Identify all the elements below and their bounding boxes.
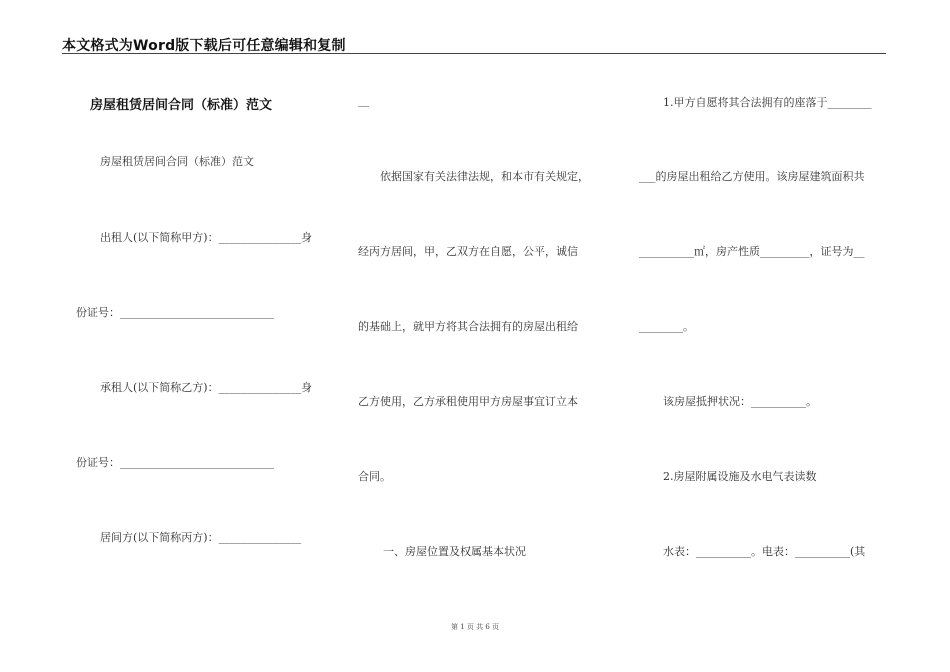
continuation-blank: __: [358, 94, 369, 107]
meter-readings-line: 水表：__________。电表：__________(其: [663, 545, 866, 558]
contract-heading: 房屋租赁居间合同（标准）范文: [100, 155, 254, 168]
page-footer: 第 1 页 共 6 页: [450, 623, 500, 631]
lessee-line: 承租人(以下简称乙方)：_______________身: [100, 381, 313, 394]
clause-1-line-3: __________㎡，房产性质_________，证号为__: [639, 245, 865, 258]
preamble-line-3: 的基础上，就甲方将其合法拥有的房屋出租给: [358, 320, 578, 333]
mortgage-status-line: 该房屋抵押状况：__________。: [663, 395, 817, 408]
preamble-line-2: 经丙方居间，甲，乙双方在自愿，公平，诚信: [358, 245, 578, 258]
lessor-id-line: 份证号：____________________________: [76, 306, 274, 319]
preamble-line-5: 合同。: [358, 470, 391, 483]
preamble-line-4: 乙方使用，乙方承租使用甲方房屋事宜订立本: [358, 395, 578, 408]
header-rule: [62, 53, 886, 54]
lessor-line: 出租人(以下简称甲方)：_______________身: [100, 231, 313, 244]
preamble-line-1: 依据国家有关法律法规，和本市有关规定，: [380, 170, 589, 183]
clause-1-line-1: 1.甲方自愿将其合法拥有的座落于________: [663, 96, 872, 109]
clause-1-line-2: ___的房屋出租给乙方使用。该房屋建筑面积共: [639, 170, 865, 183]
intermediary-line: 居间方(以下简称丙方)：_______________: [100, 531, 302, 544]
lessee-id-line: 份证号：____________________________: [76, 456, 274, 469]
header-banner: 本文格式为Word版下载后可任意编辑和复制: [62, 38, 346, 54]
document-title: 房屋租赁居间合同（标准）范文: [90, 98, 273, 113]
clause-2-heading: 2.房屋附属设施及水电气表读数: [663, 470, 817, 483]
clause-1-line-4: ________。: [639, 320, 694, 333]
section-heading-1: 一、房屋位置及权属基本状况: [383, 545, 526, 558]
